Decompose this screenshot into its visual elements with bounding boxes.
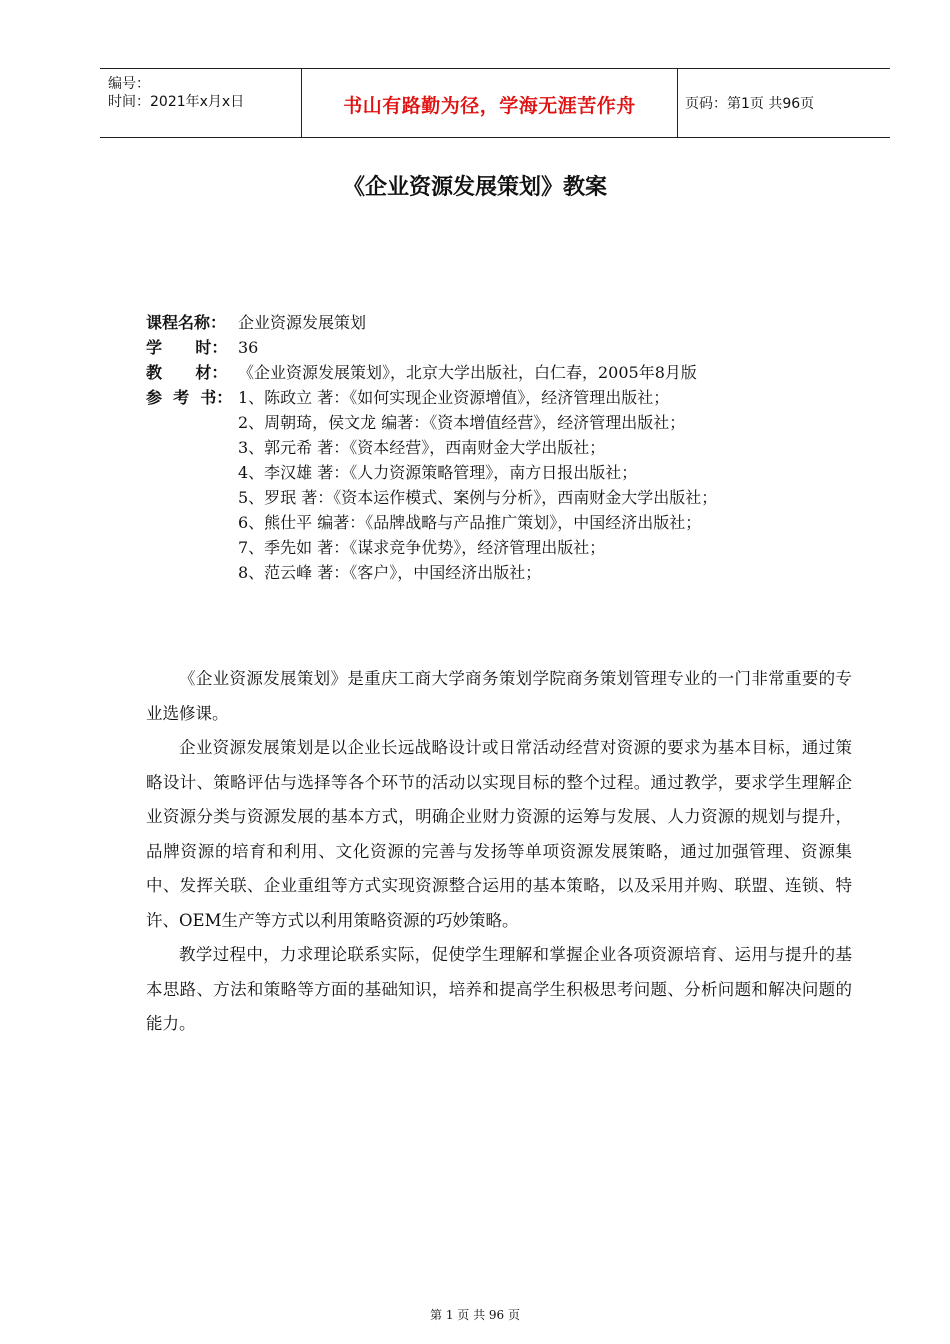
paragraph: 教学过程中，力求理论联系实际，促使学生理解和掌握企业各项资源培育、运用与提升的基本思路、方法和策略等方面的基础知识，培养和提高学生积极思考问题、分析问题和解决问题的能力。 — [146, 945, 852, 1033]
reference-item: 7、季先如 著：《谋求竞争优势》，经济管理出版社； — [238, 538, 606, 557]
course-name-value: 企业资源发展策划 — [238, 313, 367, 332]
textbook-label: 教 材： — [146, 363, 228, 382]
course-name-label: 课程名称： — [146, 313, 227, 332]
reference-item: 2、周朝琦，侯文龙 编著：《资本增值经营》，经济管理出版社； — [238, 413, 686, 432]
reference-item: 6、熊仕平 编著：《品牌战略与产品推广策划》，中国经济出版社； — [238, 513, 702, 532]
header-table — [100, 68, 890, 138]
paragraph: 企业资源发展策划是以企业长远战略设计或日常活动经营对资源的要求为基本目标，通过策略设计、策略评估与选择等各个环节的活动以实现目标的整个过程。通过教学，要求学生理解企业资源分类与资源发展的基本方式，明确企业财力资源的运筹与发展、人力资源的规划与提升，品牌资源的培育和利用、文化资源的完善与发扬等单项资源发展策略，通过加强管理、资源集中、发挥关联、企业重组等方式实现资源整合运用的基本策略，以及采用并购、联盟、连锁、特许、OEM生产等方式以利用策略资源的巧妙策略。 — [146, 738, 852, 930]
course-info — [146, 310, 717, 585]
code-label: 编号： — [108, 76, 150, 92]
course-name-row — [146, 310, 717, 335]
motto: 书山有路勤为径，学海无涯苦作舟 — [343, 95, 636, 117]
page-label: 页码：第1页 共96页 — [685, 96, 815, 112]
reference-item: 3、郭元希 著：《资本经营》，西南财金大学出版社； — [238, 438, 606, 457]
time-label: 时间：2021年x月x日 — [108, 94, 245, 110]
paragraph: 《企业资源发展策划》是重庆工商大学商务策划学院商务策划管理专业的一门非常重要的专业选修课。 — [146, 669, 852, 723]
textbook-row — [146, 360, 717, 385]
reference-item: 5、罗珉 著：《资本运作模式、案例与分析》，西南财金大学出版社； — [238, 488, 718, 507]
reference-item: 8、范云峰 著：《客户》，中国经济出版社； — [238, 563, 542, 582]
hours-value: 36 — [238, 338, 259, 357]
reference-item: 4、李汉雄 著：《人力资源策略管理》，南方日报出版社； — [238, 463, 638, 482]
header-left-cell — [100, 69, 301, 137]
hours-row — [146, 335, 717, 360]
header-right-cell — [677, 69, 890, 137]
textbook-value: 《企业资源发展策划》，北京大学出版社，白仁春，2005年8月版 — [238, 363, 697, 382]
hours-label: 学 时： — [146, 338, 228, 357]
reference-item: 1、陈政立 著：《如何实现企业资源增值》，经济管理出版社； — [238, 388, 670, 407]
document-title: 《企业资源发展策划》教案 — [342, 175, 607, 200]
header-middle-cell — [301, 69, 678, 137]
references-label: 参 考 书： — [146, 388, 233, 407]
references-row — [146, 385, 717, 410]
page-footer: 第 1 页 共 96 页 — [430, 1308, 520, 1322]
body-text — [146, 662, 852, 1042]
